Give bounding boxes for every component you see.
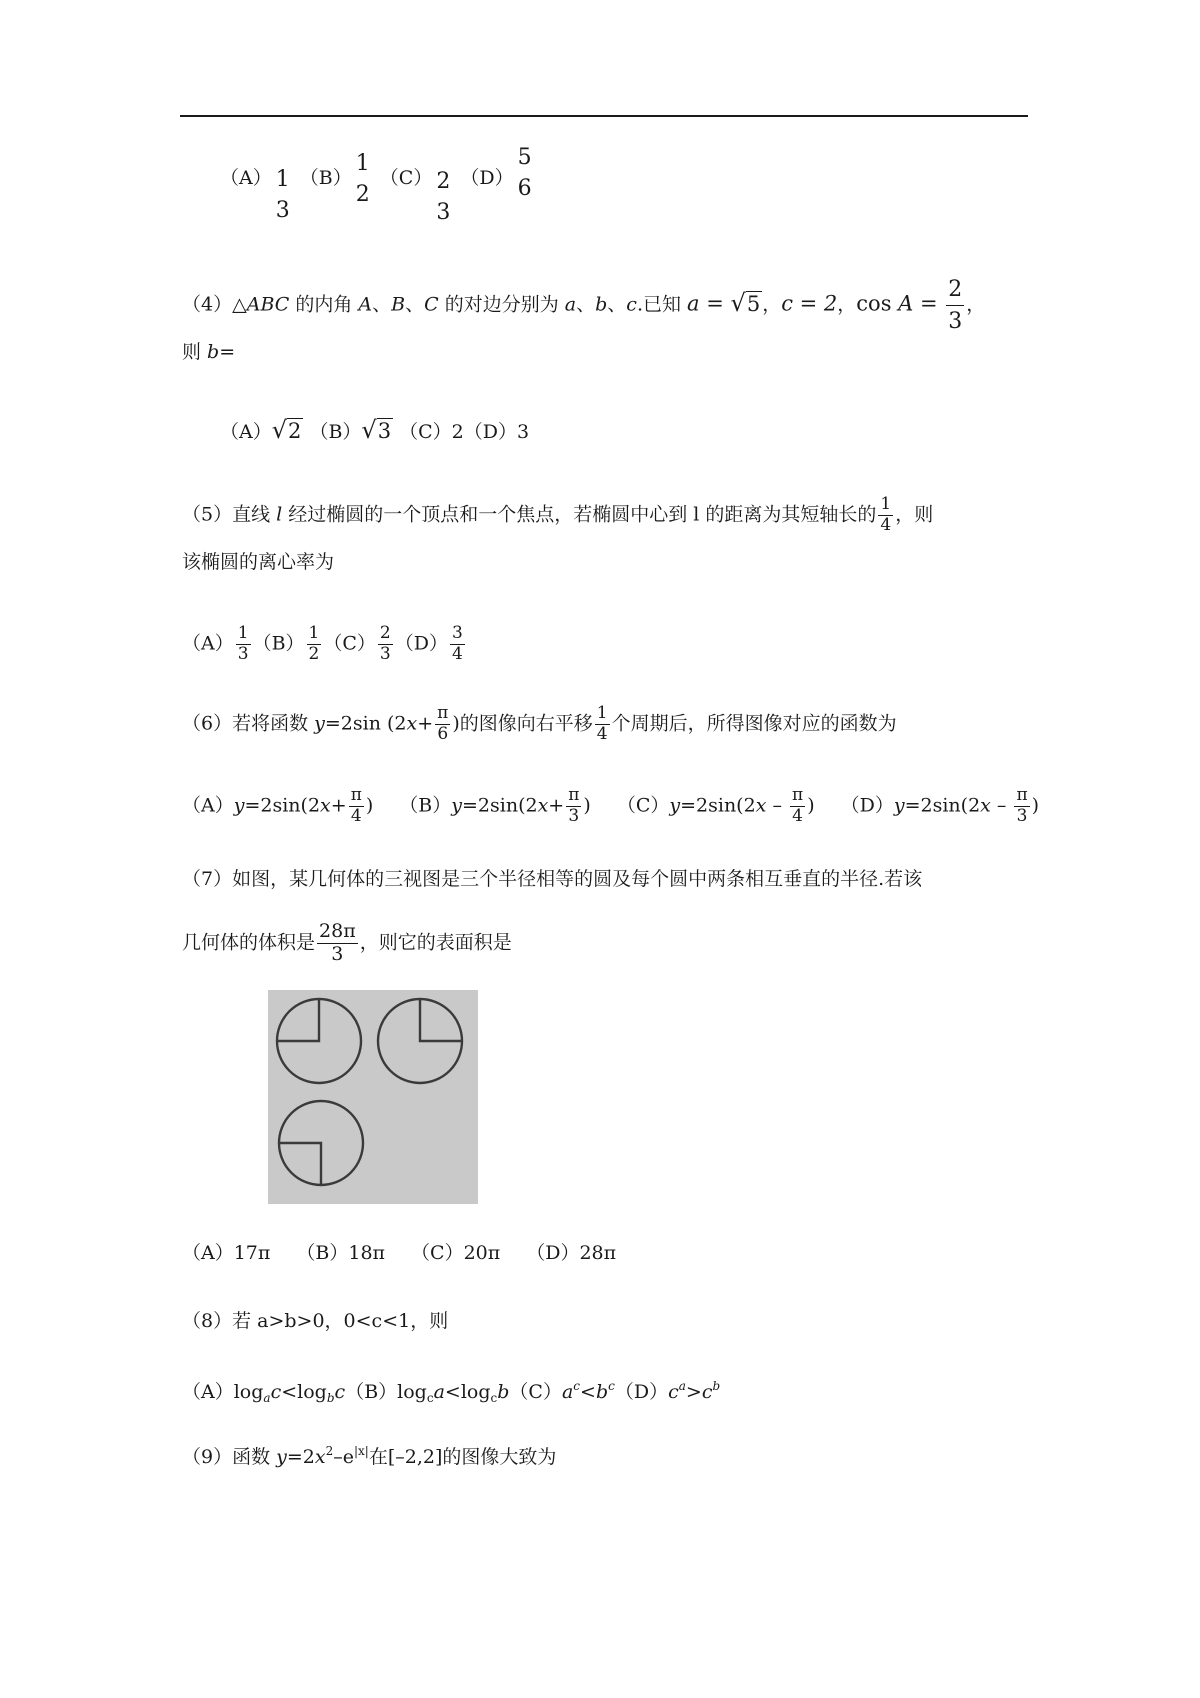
q6-option-d: （D）y=2sin(2x – $\frac{\pi}{3}$ ): [840, 785, 1040, 826]
q6-option-c: （C）y=2sin(2x – $\frac{\pi}{4}$ ): [616, 785, 815, 826]
q6-option-b: （B）y=2sin(2x+ $\frac{\pi}{3}$ ): [399, 785, 591, 826]
q7-line1: （7）如图，某几何体的三视图是三个半径相等的圆及每个圆中两条相互垂直的半径.若该: [182, 868, 923, 890]
q6-options: [182, 787, 1039, 826]
q3-option-d: [460, 145, 535, 206]
q6-line: （6）若将函数 y=2sin (2x+ $\frac{\pi}{6}$ )的图像向右平移 $\frac{1}{4}$ 个周期后，所得图像对应的函数为: [182, 703, 897, 744]
q5-line2: 该椭圆的离心率为: [182, 551, 335, 573]
q6-option-a: （A）y=2sin(2x+ $\frac{\pi}{4}$ ): [182, 785, 374, 826]
option-label: （A）: [220, 167, 272, 190]
fraction: 1 2: [355, 151, 370, 208]
q4-options: （A） √ 2 （B） √ 3 （C）2（D）3: [220, 416, 530, 445]
option-label: （C）: [379, 167, 433, 190]
q8-options: $(A)\log_ac<\log_bc(B)\log_ca<\log_cb(C)a^c<b^c(D)c^a>c^b$: [182, 1379, 721, 1405]
option-label: （D）: [460, 167, 514, 190]
fraction: $\frac{3}{4}$: [451, 623, 463, 664]
option-label: （B）: [299, 167, 352, 190]
fraction: $\frac{\pi}{3}$: [1016, 785, 1028, 826]
header-rule: [180, 115, 1028, 117]
fraction: 2 3: [436, 169, 451, 226]
q3-options: [220, 145, 536, 226]
fraction: $\frac{1}{3}$: [237, 623, 249, 664]
fraction: $\frac{28\pi}{3}$: [319, 920, 356, 965]
sqrt-5: √ 5: [730, 288, 761, 317]
q7-options: （A）17π （B）18π （C）20π （D）28π: [182, 1242, 617, 1264]
q3-option-c: [379, 152, 455, 226]
fraction: $\frac{1}{2}$: [308, 623, 320, 664]
q8-line: （8）若 a>b>0，0<c<1，则: [182, 1310, 449, 1332]
sqrt-2: √ 2: [271, 416, 302, 445]
fraction: $\frac{\pi}{4}$: [350, 785, 362, 826]
fraction: $\frac{1}{4}$: [596, 703, 608, 744]
q4-line2: 则 b=: [182, 341, 236, 363]
fraction: 1 3: [275, 167, 290, 224]
three-view-figure: [268, 990, 478, 1204]
q5-line1: （5）直线 l 经过椭圆的一个顶点和一个焦点，若椭圆中心到 l 的距离为其短轴长的 $\frac{1}{4}$ ，则: [182, 494, 934, 535]
fraction: $\frac{\pi}{3}$: [568, 785, 580, 826]
three-view-diagram: [268, 990, 478, 1204]
fraction: $\frac{2}{3}$: [948, 277, 963, 335]
fraction: 5 6: [517, 145, 532, 202]
q9-line: （9）函数 $y=2x^2-e^{|x|}$在[–2,2]的图像大致为: [182, 1444, 557, 1468]
fraction: $\frac{1}{4}$: [880, 494, 892, 535]
sqrt-3: √ 3: [361, 416, 392, 445]
q3-option-b: [300, 152, 374, 206]
q4-line1: （4）△ABC 的内角 A、B、C 的对边分别为 a、b、c.已知 a = √ 5 ，c = 2，cos A = $\frac{2}{3}$ ，: [182, 277, 986, 335]
q5-options: （A） $\frac{1}{3}$ （B） $\frac{1}{2}$ （C） $\frac{2}{3}$ （D） $\frac{3}{4}$: [182, 623, 463, 664]
fraction: $\frac{\pi}{6}$: [437, 703, 449, 744]
fraction: $\frac{\pi}{4}$: [792, 785, 804, 826]
q7-line2: 几何体的体积是 $\frac{28\pi}{3}$ ，则它的表面积是: [182, 920, 512, 965]
fraction: $\frac{2}{3}$: [379, 623, 391, 664]
q3-option-a: [220, 168, 294, 222]
